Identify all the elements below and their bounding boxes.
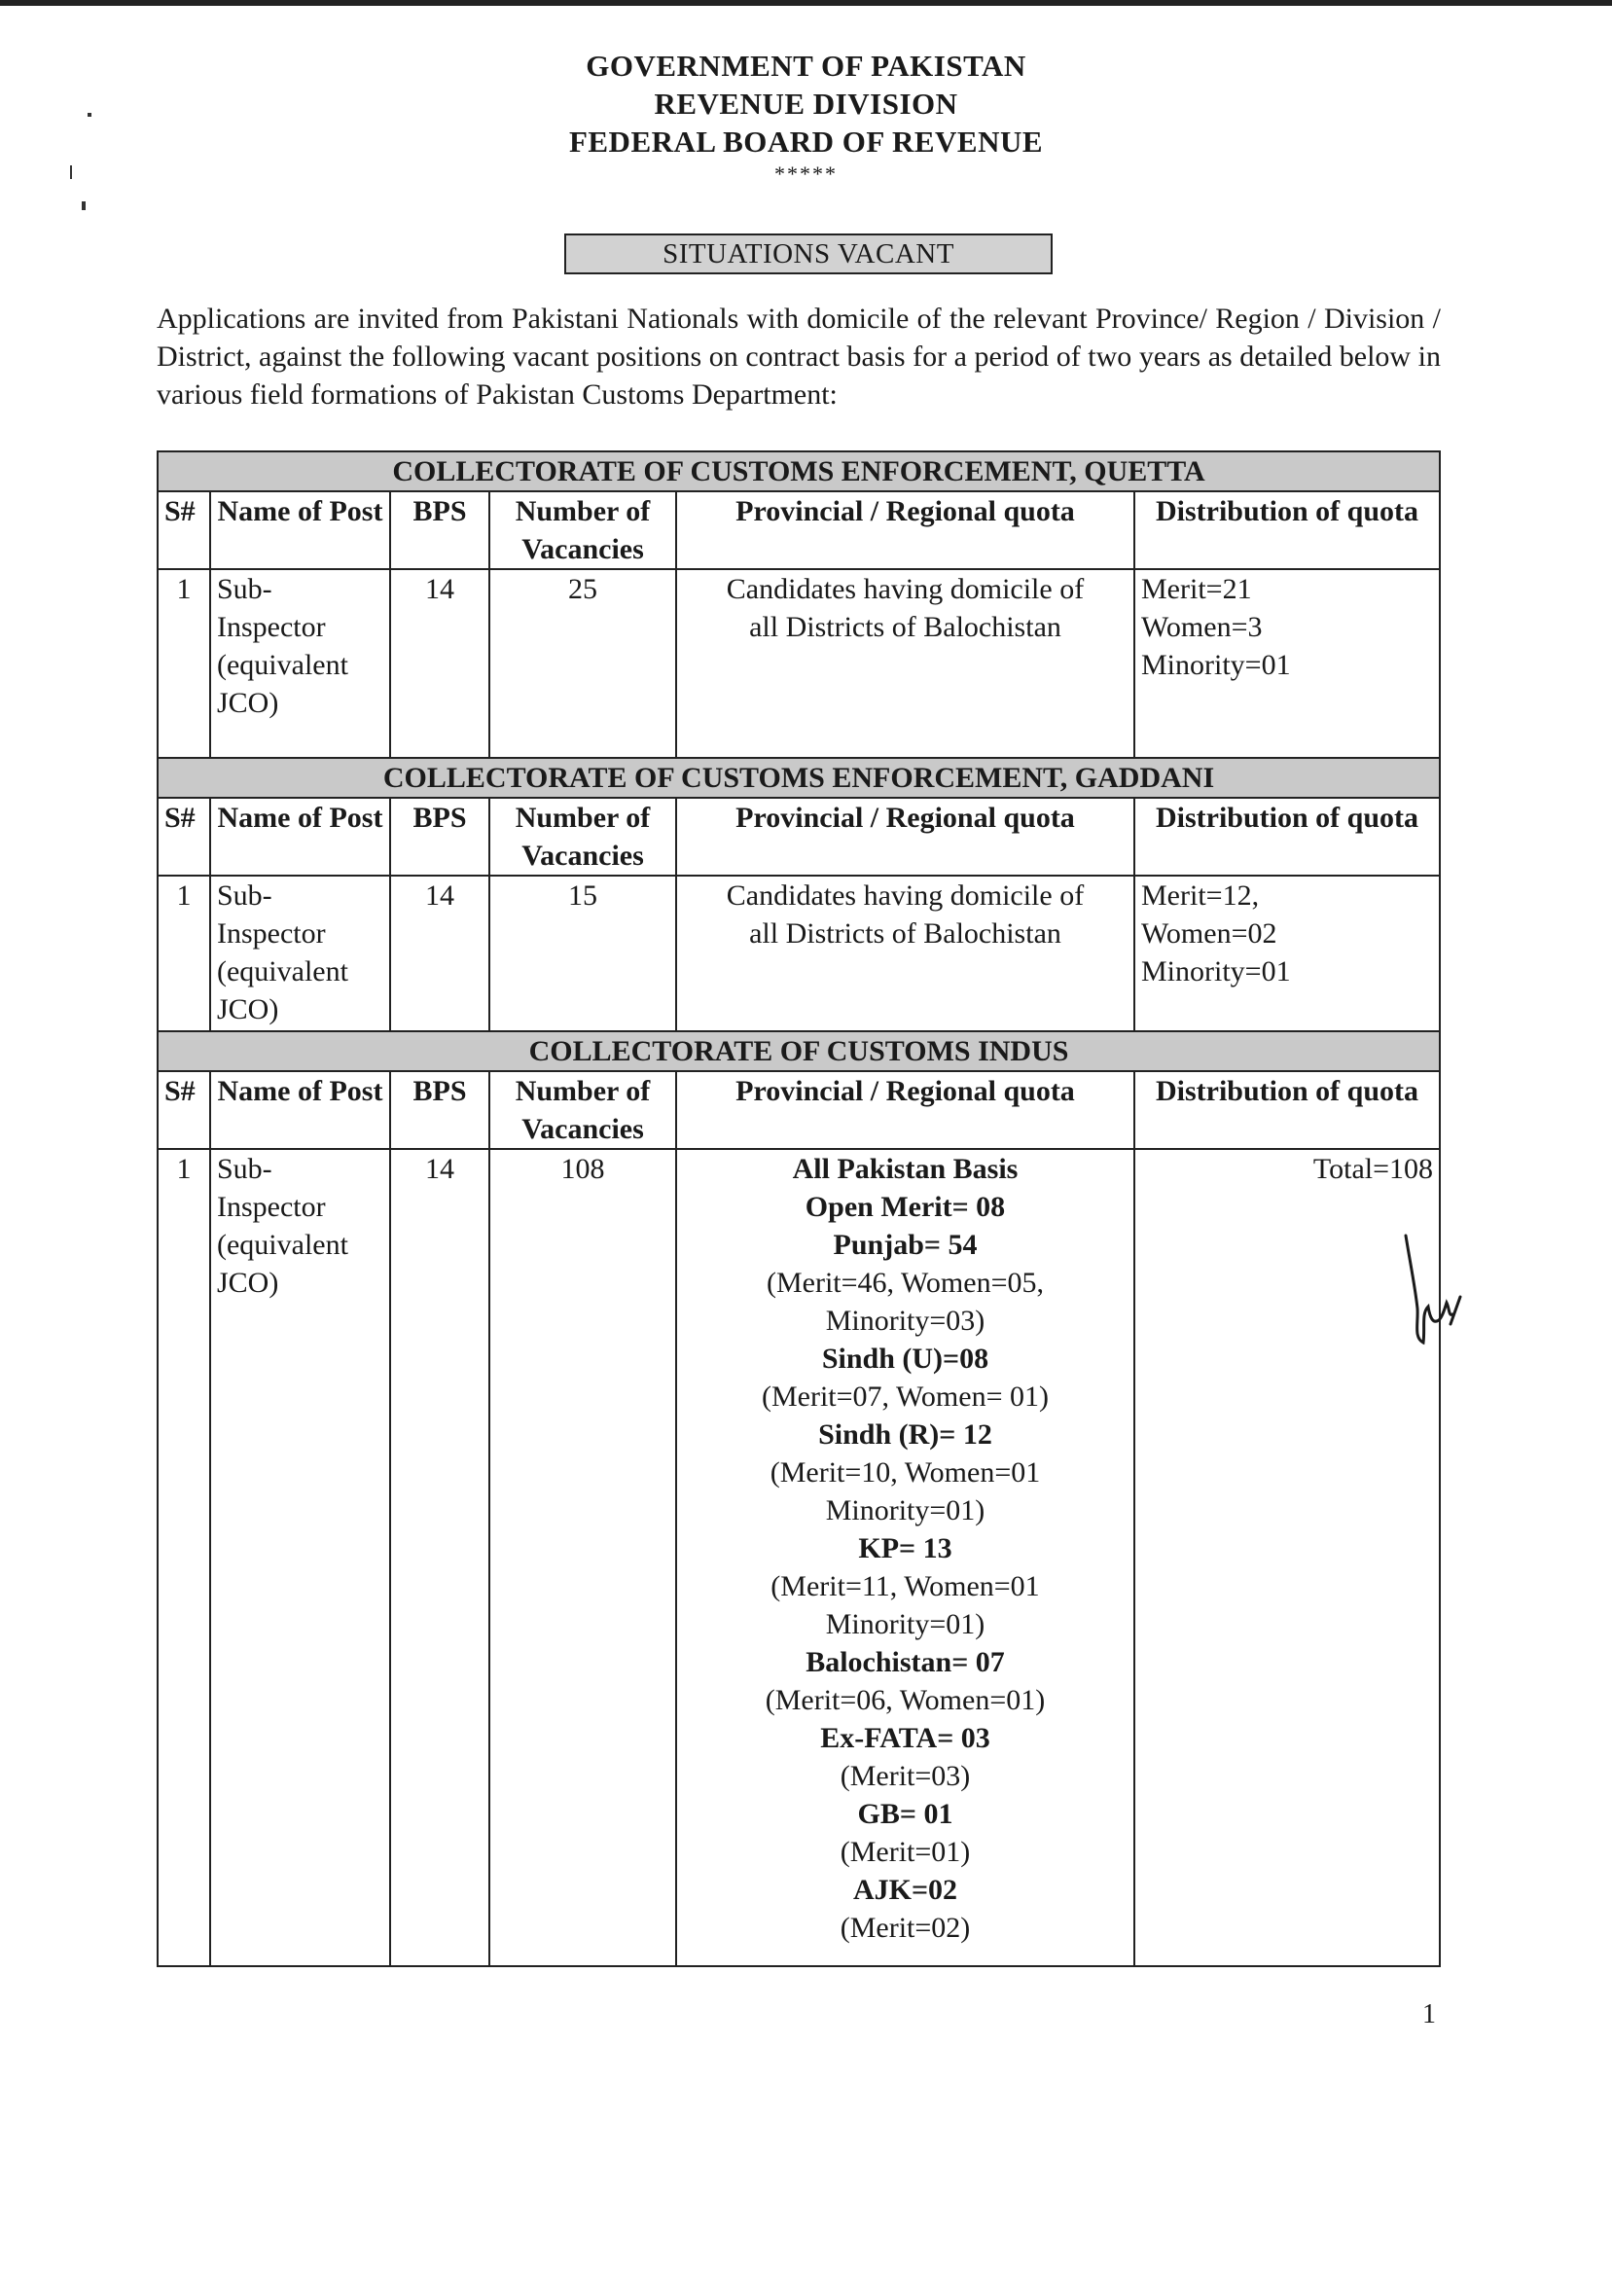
cell-quota <box>676 876 1134 1031</box>
vacancies-table-body <box>158 451 1440 1966</box>
signature-mark <box>1396 1231 1474 1367</box>
distribution-line: Women=02 <box>1141 917 1277 950</box>
section-title: COLLECTORATE OF CUSTOMS ENFORCEMENT, QUETTA <box>158 451 1440 491</box>
column-quota-header: Provincial / Regional quota <box>676 491 1134 569</box>
table-row <box>158 876 1440 1031</box>
column-distribution-header: Distribution of quota <box>1134 491 1440 569</box>
quota-detail: Minority=03) <box>825 1305 985 1337</box>
post-line: (equivalent <box>217 955 348 987</box>
column-sno-header: S# <box>158 491 210 569</box>
quota-heading: All Pakistan Basis <box>792 1153 1019 1185</box>
quota-heading: Punjab= 54 <box>833 1229 978 1261</box>
section-header-row <box>158 758 1440 798</box>
column-header-row <box>158 1071 1440 1149</box>
post-line: Inspector <box>217 917 326 950</box>
quota-heading: AJK=02 <box>852 1874 958 1906</box>
column-vacancies-header: Number of Vacancies <box>489 798 676 876</box>
post-line: (equivalent <box>217 649 348 681</box>
document-header <box>0 47 1612 161</box>
cell-bps: 14 <box>390 1149 489 1966</box>
column-vacancies-header: Number of Vacancies <box>489 491 676 569</box>
quota-heading: Sindh (R)= 12 <box>818 1418 992 1451</box>
cell-distribution <box>1134 569 1440 758</box>
cell-vacancies: 25 <box>489 569 676 758</box>
column-bps-header: BPS <box>390 491 489 569</box>
column-quota-header: Provincial / Regional quota <box>676 798 1134 876</box>
column-header-row <box>158 798 1440 876</box>
cell-quota <box>676 569 1134 758</box>
quota-detail: (Merit=11, Women=01 <box>770 1570 1040 1602</box>
quota-heading: Ex-FATA= 03 <box>820 1722 990 1754</box>
quota-line: Candidates having domicile of <box>726 573 1085 605</box>
quota-detail: Minority=01) <box>825 1494 985 1526</box>
column-distribution-header: Distribution of quota <box>1134 798 1440 876</box>
section-header-row <box>158 451 1440 491</box>
distribution-line: Minority=01 <box>1141 955 1291 987</box>
column-vacancies-header: Number of Vacancies <box>489 1071 676 1149</box>
cell-post <box>210 569 390 758</box>
cell-quota <box>676 1149 1134 1966</box>
distribution-line: Total=108 <box>1312 1153 1434 1185</box>
cell-vacancies: 15 <box>489 876 676 1031</box>
column-quota-header: Provincial / Regional quota <box>676 1071 1134 1149</box>
cell-bps: 14 <box>390 876 489 1031</box>
section-header-row <box>158 1031 1440 1071</box>
cell-sno: 1 <box>158 876 210 1031</box>
table-row <box>158 1149 1440 1966</box>
header-stars: ***** <box>774 161 838 186</box>
section-title: COLLECTORATE OF CUSTOMS ENFORCEMENT, GADDANI <box>158 758 1440 798</box>
post-line: Inspector <box>217 1191 326 1223</box>
cell-vacancies: 108 <box>489 1149 676 1966</box>
distribution-line: Women=3 <box>1141 611 1263 643</box>
header-government: GOVERNMENT OF PAKISTAN <box>586 49 1026 83</box>
quota-detail: (Merit=10, Women=01 <box>770 1456 1041 1489</box>
column-post-header: Name of Post <box>210 1071 390 1149</box>
column-post-header: Name of Post <box>210 798 390 876</box>
quota-detail: (Merit=46, Women=05, <box>767 1267 1044 1299</box>
quota-heading: Balochistan= 07 <box>806 1646 1005 1678</box>
post-line: JCO) <box>217 687 279 719</box>
situations-vacant-title: SITUATIONS VACANT <box>564 233 1053 274</box>
quota-heading: Open Merit= 08 <box>805 1191 1006 1223</box>
post-line: JCO) <box>217 1267 279 1299</box>
quota-heading: Sindh (U)=08 <box>821 1343 989 1375</box>
header-board: FEDERAL BOARD OF REVENUE <box>568 125 1044 159</box>
quota-detail: (Merit=02) <box>840 1912 971 1944</box>
post-line: Inspector <box>217 611 326 643</box>
column-post-header: Name of Post <box>210 491 390 569</box>
distribution-line: Minority=01 <box>1141 649 1291 681</box>
table-row <box>158 569 1440 758</box>
quota-detail: (Merit=06, Women=01) <box>765 1684 1046 1716</box>
quota-heading: GB= 01 <box>857 1798 953 1830</box>
section-title: COLLECTORATE OF CUSTOMS INDUS <box>158 1031 1440 1071</box>
column-header-row <box>158 491 1440 569</box>
quota-line: all Districts of Balochistan <box>749 611 1061 643</box>
post-line: JCO) <box>217 993 279 1025</box>
intro-paragraph: Applications are invited from Pakistani Nationals with domicile of the relevant Province/ Region / Division / District, against the following vacant positions on contract basis for a period of two years as detailed below in various field formations of Pakistan Customs Department: <box>157 303 1441 411</box>
quota-line: Candidates having domicile of <box>726 879 1085 912</box>
cell-distribution <box>1134 876 1440 1031</box>
cell-distribution <box>1134 1149 1440 1966</box>
page-top-edge <box>0 0 1612 6</box>
quota-heading: KP= 13 <box>858 1532 952 1564</box>
header-division: REVENUE DIVISION <box>654 87 958 121</box>
quota-detail: (Merit=01) <box>840 1836 971 1868</box>
post-line: Sub- <box>217 1153 272 1185</box>
cell-sno: 1 <box>158 1149 210 1966</box>
column-bps-header: BPS <box>390 798 489 876</box>
page-number: 1 <box>1422 1999 1436 2029</box>
cell-bps: 14 <box>390 569 489 758</box>
quota-line: all Districts of Balochistan <box>749 917 1061 950</box>
post-line: Sub- <box>217 573 272 605</box>
cell-post <box>210 876 390 1031</box>
cell-post <box>210 1149 390 1966</box>
column-sno-header: S# <box>158 798 210 876</box>
distribution-line: Merit=12, <box>1141 879 1260 912</box>
vacancies-table <box>157 450 1441 1967</box>
column-sno-header: S# <box>158 1071 210 1149</box>
column-distribution-header: Distribution of quota <box>1134 1071 1440 1149</box>
post-line: (equivalent <box>217 1229 348 1261</box>
column-bps-header: BPS <box>390 1071 489 1149</box>
quota-detail: (Merit=03) <box>840 1760 971 1792</box>
distribution-line: Merit=21 <box>1141 573 1252 605</box>
post-line: Sub- <box>217 879 272 912</box>
quota-detail: (Merit=07, Women= 01) <box>762 1381 1049 1413</box>
scan-speck <box>82 201 86 210</box>
cell-sno: 1 <box>158 569 210 758</box>
quota-detail: Minority=01) <box>825 1608 985 1640</box>
